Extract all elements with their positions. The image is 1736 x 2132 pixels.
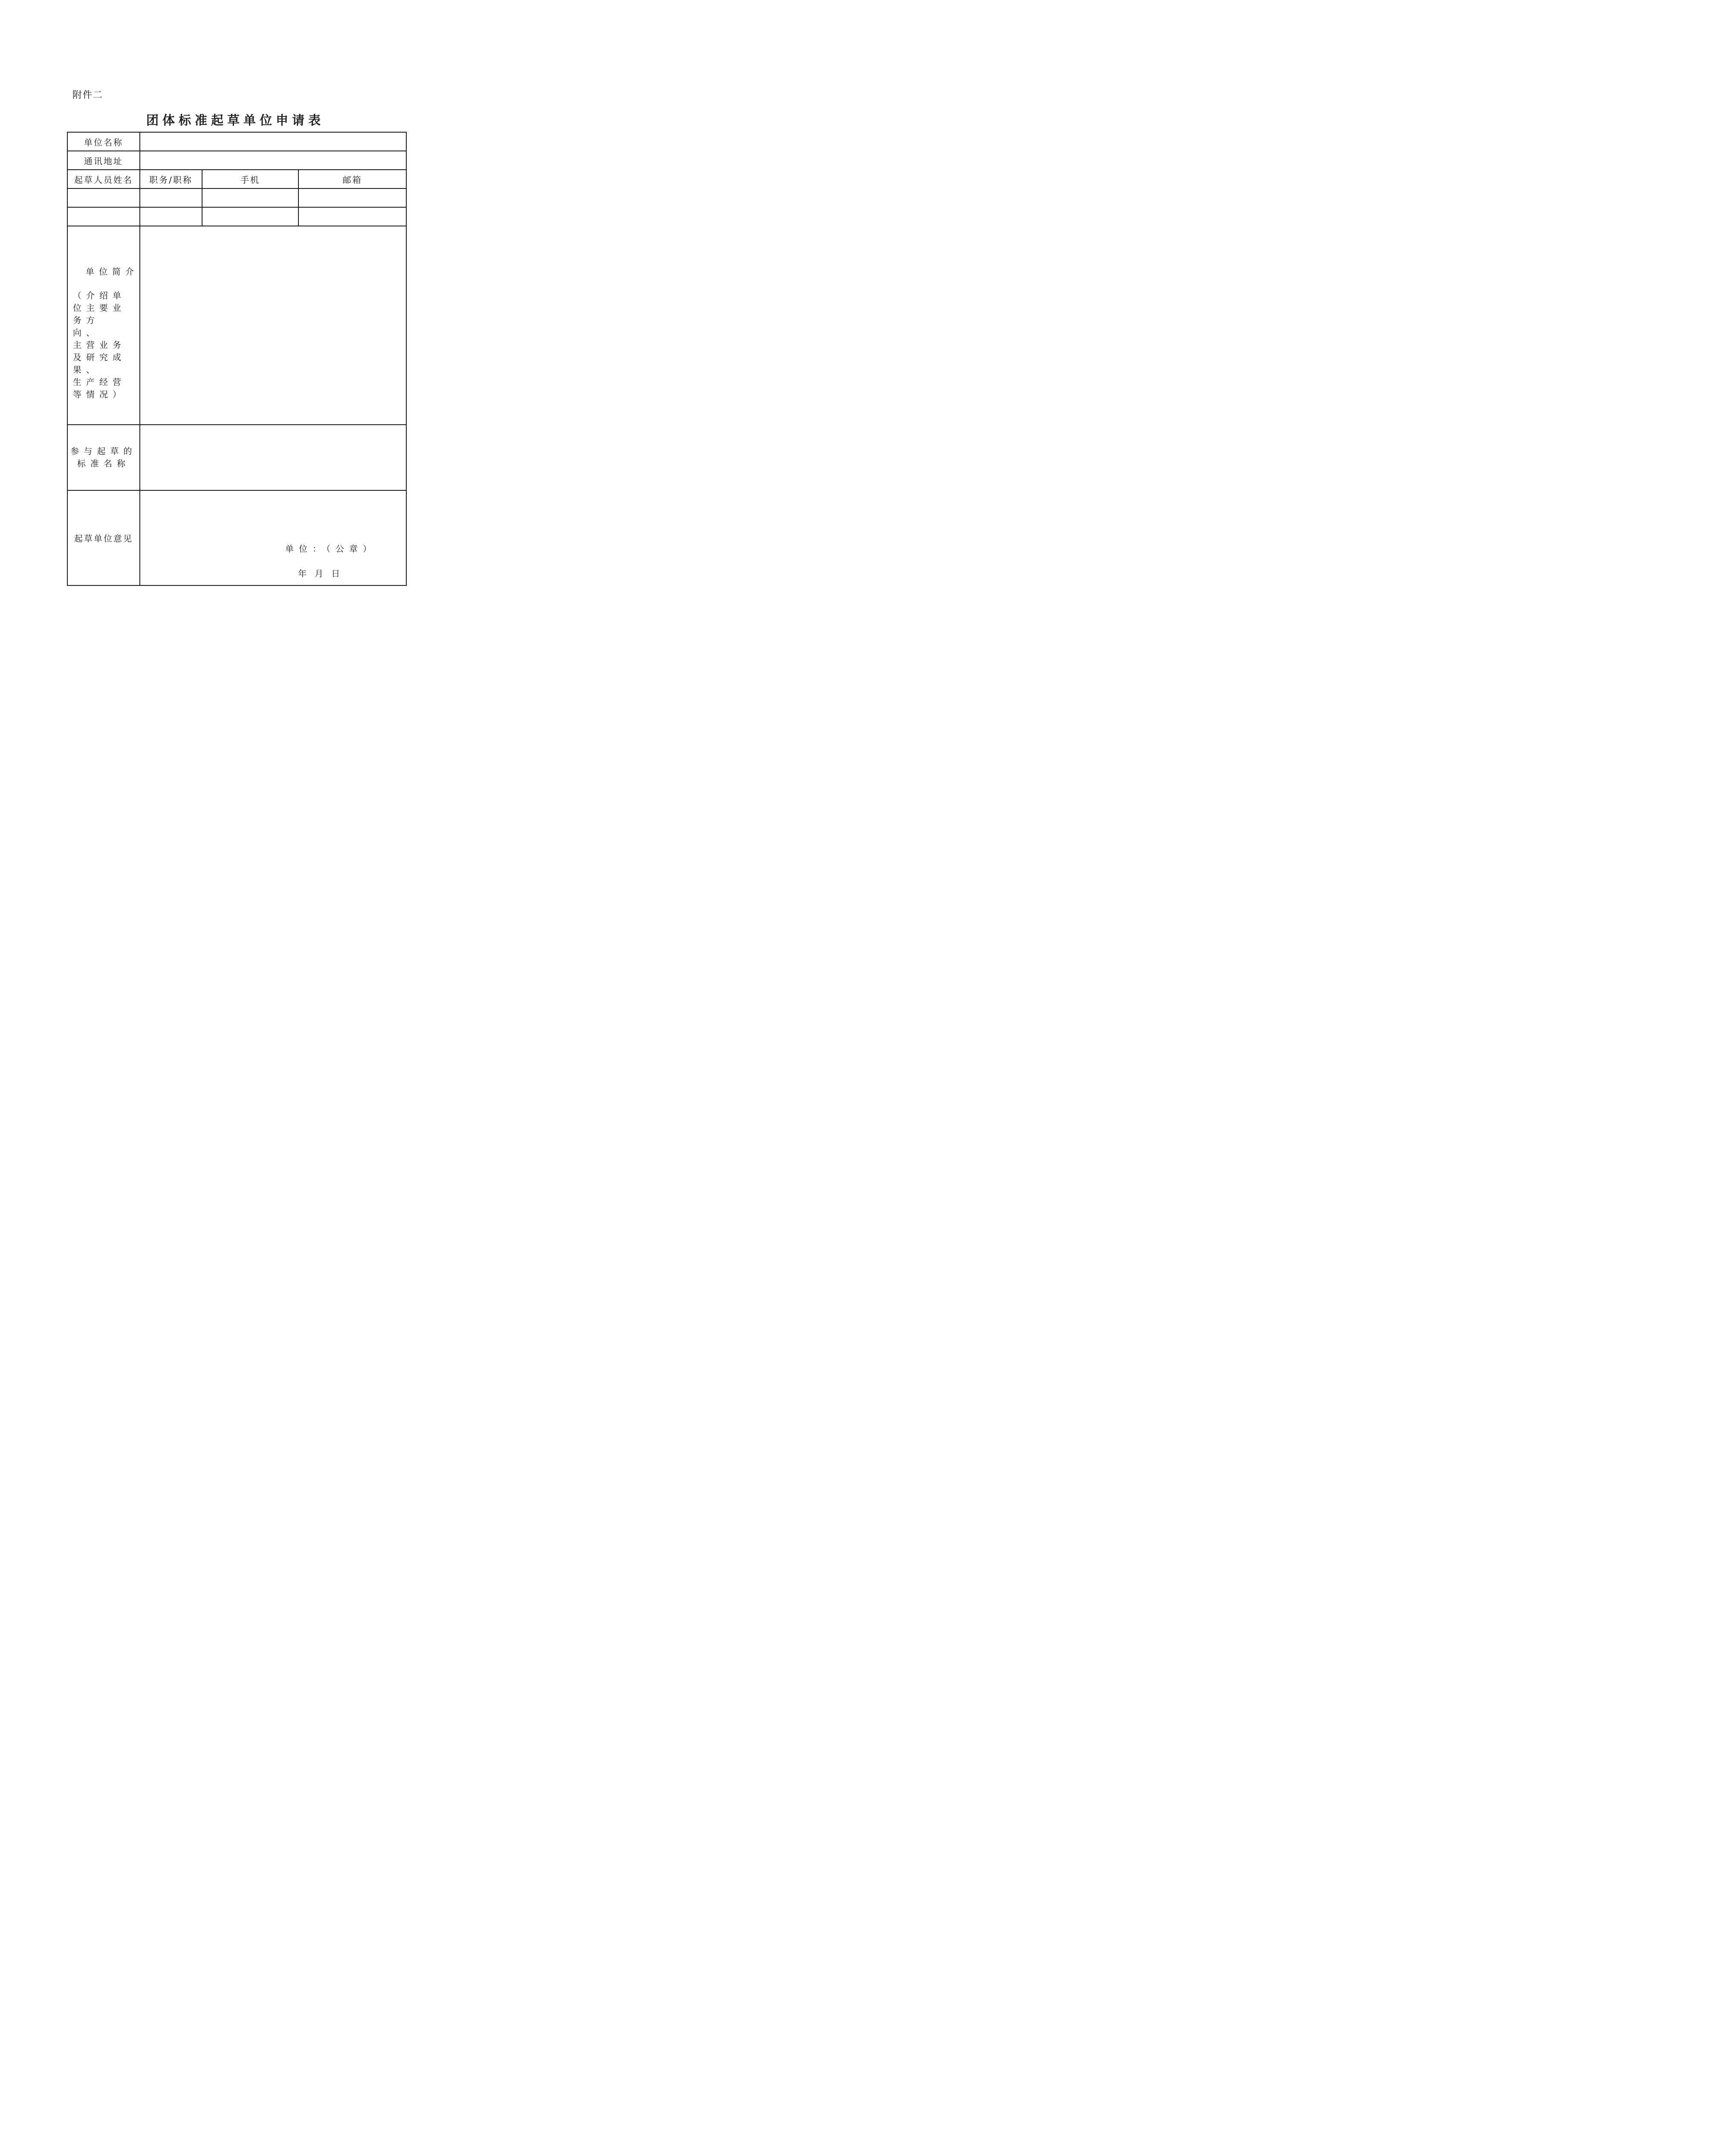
intro-row: [67, 226, 406, 425]
phone-field[interactable]: [202, 188, 298, 207]
drafter-name-header: 起草人员姓名: [67, 170, 140, 188]
date-line: 年 月 日: [298, 568, 340, 579]
intro-field[interactable]: [140, 226, 406, 425]
intro-detail: （介绍单位主要业务方 向、 主营业务及研究成果、 生产经营等情况）: [73, 290, 126, 400]
email-field[interactable]: [298, 188, 406, 207]
standard-name-label: 参与起草的 标准名称: [70, 446, 137, 469]
email-field[interactable]: [298, 207, 406, 226]
page-title: 团体标准起草单位申请表: [146, 113, 324, 127]
application-form-table: [67, 132, 407, 586]
email-header: 邮箱: [298, 170, 406, 188]
phone-header: 手机: [202, 170, 298, 188]
address-row: [67, 151, 406, 170]
address-label: 通讯地址: [67, 151, 140, 170]
position-field[interactable]: [140, 207, 202, 226]
standard-name-row: [67, 425, 406, 490]
intro-label-cell: [67, 226, 140, 425]
opinion-content: [140, 491, 406, 585]
drafter-name-field[interactable]: [67, 207, 140, 226]
standard-name-label-cell: [67, 425, 140, 490]
address-field[interactable]: [140, 151, 406, 170]
standard-name-field[interactable]: [140, 425, 406, 490]
position-field[interactable]: [140, 188, 202, 207]
opinion-row: [67, 490, 406, 585]
drafter-header-row: [67, 170, 406, 188]
unit-name-field[interactable]: [140, 132, 406, 151]
unit-name-row: [67, 132, 406, 151]
opinion-field[interactable]: [140, 490, 406, 585]
drafter-name-field[interactable]: [67, 188, 140, 207]
opinion-label: 起草单位意见: [67, 490, 140, 585]
drafter-row: [67, 188, 406, 207]
drafter-row: [67, 207, 406, 226]
position-header: 职务/职称: [140, 170, 202, 188]
phone-field[interactable]: [202, 207, 298, 226]
unit-seal-line: 单位：（公章）: [285, 544, 376, 554]
unit-name-label: 单位名称: [67, 132, 140, 151]
intro-title: 单位简介: [86, 266, 139, 277]
attachment-label: 附件二: [72, 90, 104, 101]
